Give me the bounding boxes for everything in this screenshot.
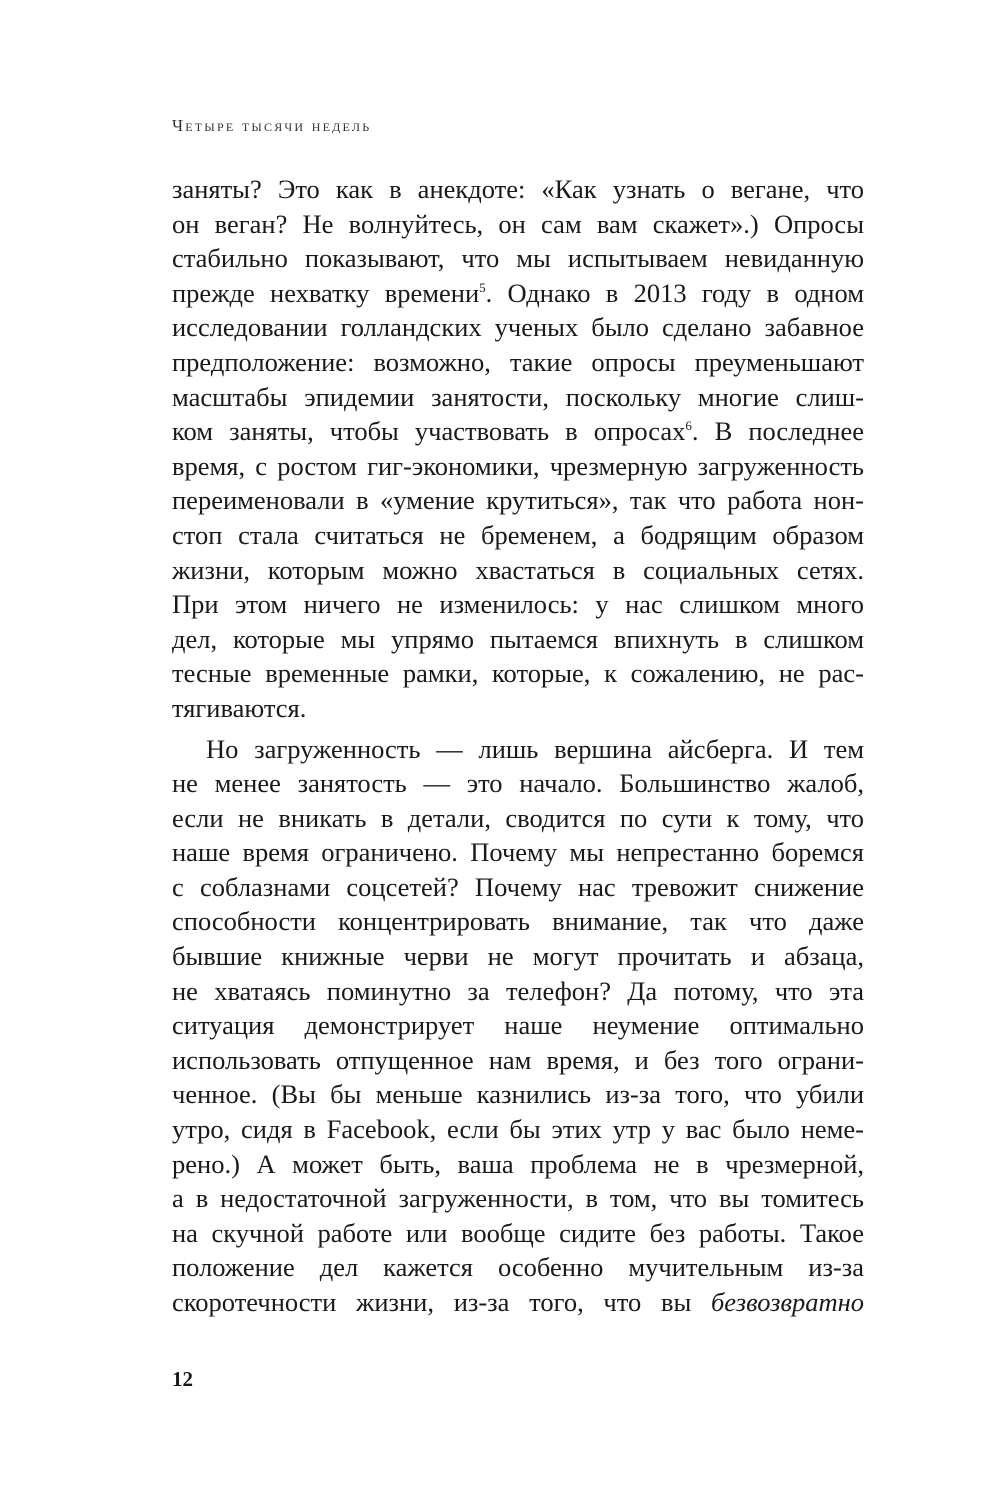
text-line xyxy=(172,1285,864,1320)
text-line: а в недостаточной загруженности, в том, что вы томитесь xyxy=(172,1183,864,1214)
text-line: ситуация демонстрирует наше неумение оптимально xyxy=(172,1010,864,1041)
page-number: 12 xyxy=(172,1367,193,1391)
text-line: исследовании голландских ученых было сделано забавное xyxy=(172,312,864,343)
text-line: бывшие книжные черви не могут прочитать и абзаца, xyxy=(172,941,864,972)
paragraph-1 xyxy=(172,172,864,726)
text-line: жизни, которым можно хвастаться в социальных сетях. xyxy=(172,554,864,585)
text-line: на скучной работе или вообще сидите без работы. Такое xyxy=(172,1217,864,1248)
text-line: использовать отпущенное нам время, и без того ограни- xyxy=(172,1044,864,1075)
text-line: способности концентрировать внимание, так что даже xyxy=(172,906,864,937)
text-line: рено.) А может быть, ваша проблема не в чрезмерной, xyxy=(172,1148,864,1179)
italic-word: безвозвратно xyxy=(710,1287,864,1317)
text-line: При этом ничего не изменилось: у нас слишком много xyxy=(172,589,864,620)
text-line: стоп стала считаться не бременем, а бодрящим образом xyxy=(172,519,864,550)
text-segment: скоротечности жизни, из-за того, что вы xyxy=(172,1287,711,1317)
text-line: время, с ростом гиг-экономики, чрезмерную загруженность xyxy=(172,450,864,481)
paragraph-2 xyxy=(172,732,864,1320)
body-text xyxy=(172,172,864,1320)
text-line: масштабы эпидемии занятости, поскольку многие слиш- xyxy=(172,381,864,412)
text-line: утро, сидя в Facebook, если бы этих утр у вас было неме- xyxy=(172,1114,864,1145)
text-line: заняты? Это как в анекдоте: «Как узнать о вегане, что xyxy=(172,174,864,204)
text-line: он веган? Не волнуйтесь, он сам вам скажет».) Опросы xyxy=(172,208,864,239)
text-line: если не вникать в детали, сводится по сути к тому, что xyxy=(172,802,864,833)
running-head: Четыре тысячи недель xyxy=(172,116,372,135)
text-line xyxy=(172,276,864,311)
text-line: с соблазнами соцсетей? Почему нас тревожит снижение xyxy=(172,871,864,902)
text-line: Но загруженность — лишь вершина айсберга. И тем xyxy=(206,733,864,764)
text-line xyxy=(172,414,864,449)
text-line: наше время ограничено. Почему мы непрестанно боремся xyxy=(172,837,864,868)
text-line: ченное. (Вы бы меньше казнились из-за того, что убили xyxy=(172,1079,864,1110)
text-segment: . В последнее xyxy=(691,416,864,447)
text-segment: ком заняты, чтобы участвовать в опросах xyxy=(172,416,686,447)
text-line: не хватаясь поминутно за телефон? Да потому, что эта xyxy=(172,975,864,1006)
text-line: стабильно показывают, что мы испытываем невиданную xyxy=(172,243,864,274)
footnote-ref-5: 5 xyxy=(479,279,486,295)
text-line: тесные временные рамки, которые, к сожалению, не рас- xyxy=(172,658,864,689)
text-line: тягиваются. xyxy=(172,692,307,723)
footnote-ref-6: 6 xyxy=(685,418,692,434)
text-line: переименовали в «умение крутиться», так что работа нон- xyxy=(172,485,864,516)
text-line: дел, которые мы упрямо пытаемся впихнуть в слишком xyxy=(172,623,864,654)
text-line: не менее занятость — это начало. Большинство жалоб, xyxy=(172,768,864,799)
text-segment: . Однако в 2013 году в одном xyxy=(485,277,864,308)
text-line: положение дел кажется особенно мучительным из-за xyxy=(172,1252,864,1283)
text-segment: прежде нехватку времени xyxy=(172,277,480,308)
text-line: предположение: возможно, такие опросы преуменьшают xyxy=(172,346,864,377)
